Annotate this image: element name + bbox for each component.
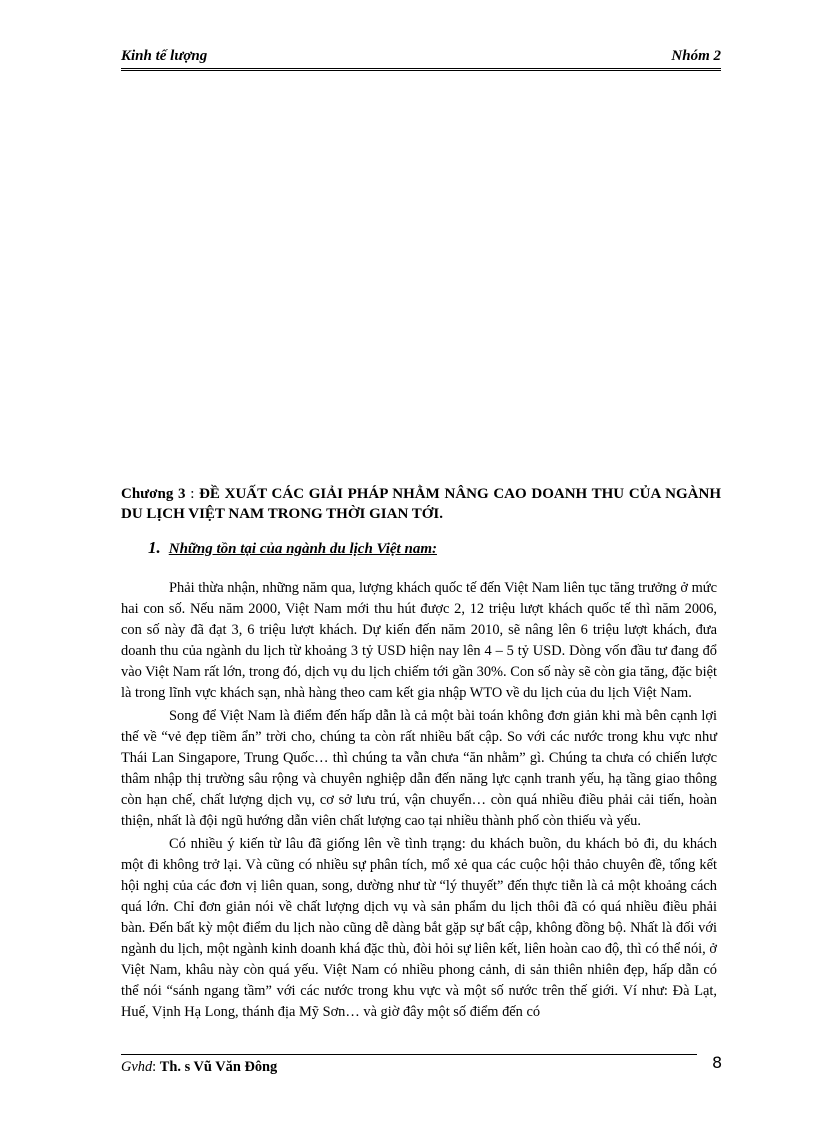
chapter-label: Chương 3 (121, 486, 186, 502)
section-number: 1. (148, 538, 161, 557)
page-number: 8 (712, 1053, 723, 1072)
section-heading (148, 538, 437, 558)
paragraph: Song để Việt Nam là điểm đến hấp dẫn là cả một bài toán không đơn giản khi mà bên cạnh lợi thế về “vẻ đẹp tiềm ẩn” trời cho, chúng ta còn rất nhiều bất cập. So với các nước trong khu vực như Thái Lan Singapore, Trung Quốc… thì chúng ta vẫn chưa “ăn nhằm” gì. Chúng ta chưa có chiến lược thâm nhập thị trường sâu rộng và chuyên nghiệp dẫn đến năng lực cạnh tranh yếu, hạ tầng giao thông còn hạn chế, chất lượng dịch vụ, cơ sở lưu trú, vận chuyển… còn quá nhiều điều phải cải tiến, hoàn thiện, nhất là đội ngũ hướng dẫn viên chất lượng cao tại nhiều thành phố còn thiếu và yếu. (121, 708, 717, 829)
footer-role-label: Gvhd (121, 1059, 153, 1075)
body-text (121, 578, 717, 1023)
paragraph: Phải thừa nhận, những năm qua, lượng khách quốc tế đến Việt Nam liên tục tăng trưởng ở mức hai con số. Nếu năm 2000, Việt Nam mới thu hút được 2, 12 triệu lượt khách quốc tế thì năm 2006, con số này đã đạt 3, 6 triệu lượt khách. Dự kiến đến năm 2010, sẽ nâng lên 6 triệu lượt khách, đưa doanh thu của ngành du lịch từ khoảng 3 tỷ USD hiện nay lên 4 – 5 tỷ USD. Dòng vốn đầu tư đang đổ vào Việt Nam rất lớn, trong đó, dịch vụ du lịch chiếm tới gần 30%. Con số này sẽ còn gia tăng, đặc biệt là trong lĩnh vực khách sạn, nhà hàng theo cam kết gia nhập WTO về du lịch của du lịch Việt Nam. (121, 580, 717, 701)
footer-instructor-name: Th. s Vũ Văn Đông (159, 1059, 278, 1075)
footer-separator: : (152, 1059, 160, 1075)
header-group-name: Nhóm 2 (671, 48, 721, 64)
paragraph: Có nhiều ý kiến từ lâu đã giống lên về tình trạng: du khách buồn, du khách bỏ đi, du khách một đi không trở lại. Và cũng có nhiều sự phân tích, mổ xẻ qua các cuộc hội thảo chuyên đề, tổng kết hội nghị của các đơn vị liên quan, song, dường như từ “lý thuyết” đến thực tiễn là cả một khoảng cách quá lớn. Chỉ đơn giản nói về chất lượng dịch vụ và sản phẩm du lịch thôi đã có quá nhiều điều phải bàn. Đến bất kỳ một điểm du lịch nào cũng dễ dàng bắt gặp sự bất cập, không đồng bộ. Nhất là đối với ngành du lịch, một ngành kinh doanh khá đặc thù, đòi hỏi sự liên kết, liên hoàn cao độ, thì có thể nói, ở Việt Nam, khâu này còn quá yếu. Việt Nam có nhiều phong cảnh, di sản thiên nhiên đẹp, hấp dẫn có thể nói “sánh ngang tầm” với các nước trong khu vực và một số nước trên thế giới. Ví như: Đà Lạt, Huế, Vịnh Hạ Long, thánh địa Mỹ Sơn… và giờ đây một số điểm đến có (121, 836, 717, 1020)
chapter-title: ĐỀ XUẤT CÁC GIẢI PHÁP NHẰM NÂNG CAO DOANH THU CỦA NGÀNH DU LỊCH VIỆT NAM TRONG THỜI GIAN TỚI. (121, 486, 722, 522)
footer-rule (121, 1054, 697, 1055)
chapter-separator: : (185, 486, 200, 502)
chapter-heading (121, 484, 721, 524)
section-title: Những tồn tại của ngành du lịch Việt nam: (168, 541, 437, 557)
footer-instructor (121, 1059, 277, 1076)
header-course-title: Kinh tế lượng (121, 48, 208, 64)
page-header (121, 46, 721, 71)
